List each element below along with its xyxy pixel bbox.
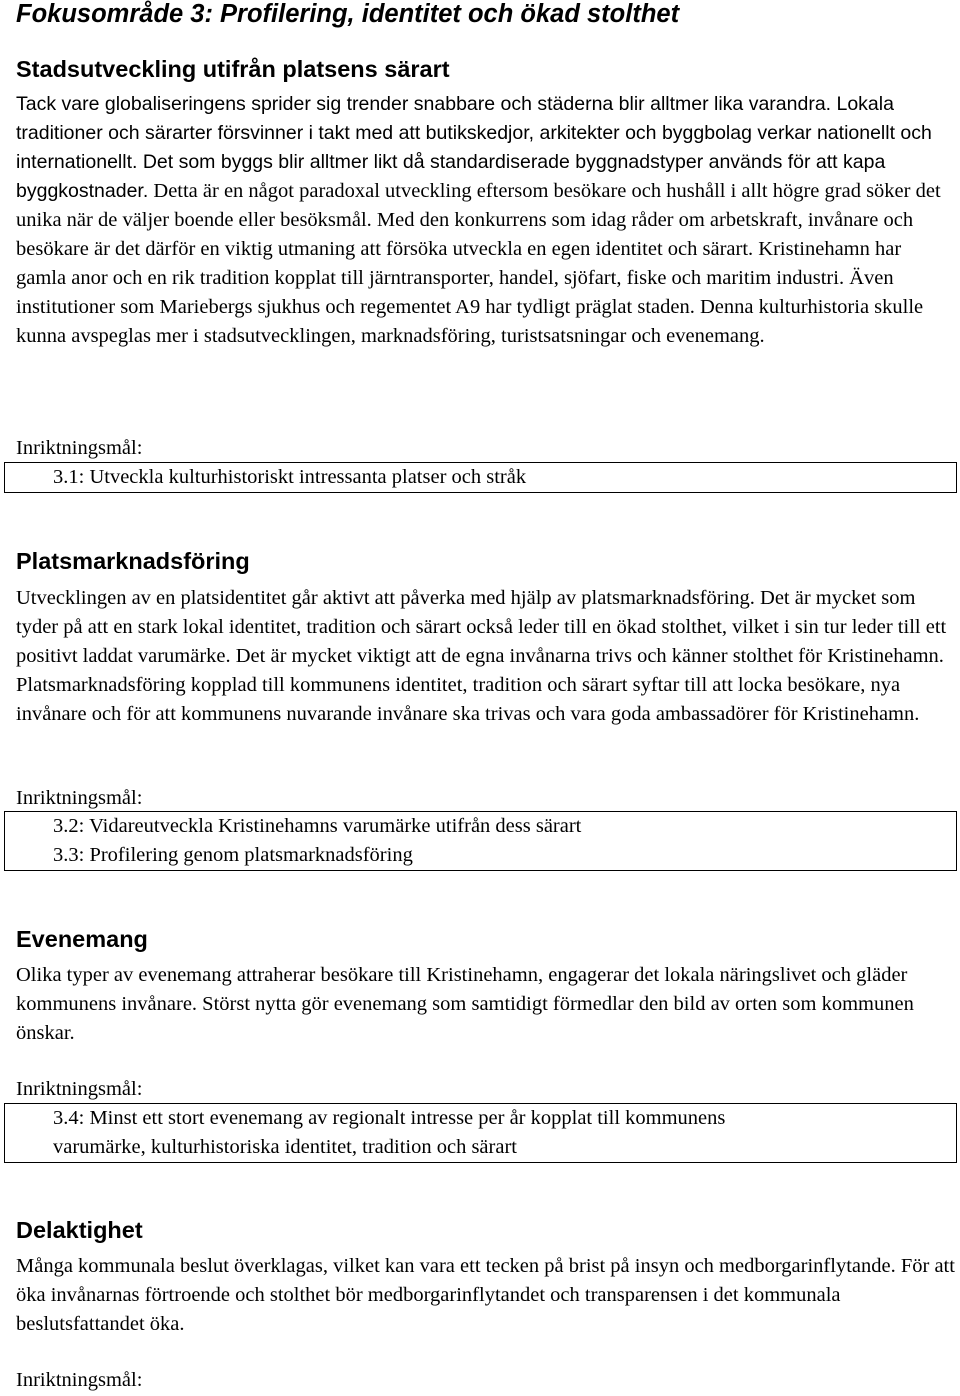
goal-item: varumärke, kulturhistoriska identitet, tradition och särart [53,1136,517,1158]
goal-item: 3.4: Minst ett stort evenemang av regionalt intresse per år kopplat till kommunens [53,1107,726,1129]
section-heading-stadsutveckling: Stadsutveckling utifrån platsens särart [16,56,450,82]
section-heading-delaktighet: Delaktighet [16,1217,143,1243]
goals-label: Inriktningsmål: [16,1078,143,1100]
section-paragraph-evenemang: Olika typer av evenemang attraherar besökare till Kristinehamn, engagerar det lokala näringslivet och gläder kommunens invånare. Störst nytta gör evenemang som samtidigt förmedlar den bild av orten som kommunen önskar. [16,964,914,1044]
section-heading-platsmarknadsforing: Platsmarknadsföring [16,548,250,574]
goals-box [4,811,957,871]
paragraph-lead-text: Tack vare globaliseringens sprider sig trender snabbare och städerna blir alltmer lika varandra. Lokala traditioner och särarter försvinner i takt med att butikskedjor, arkitekter och byggbolag verkar nationellt och internationellt. Det som byggs blir alltmer likt då standardiserade byggnadstyper används för att kapa byggkostnader. [16,93,932,202]
goals-label: Inriktningsmål: [16,787,143,809]
section-paragraph-platsmarknadsforing: Utvecklingen av en platsidentitet går aktivt att påverka med hjälp av platsmarknadsföring. Det är mycket som tyder på att en stark lokal identitet, tradition och särart också leder till en ökad stolthet, vilket i sin tur leder till ett positivt laddat varumärke. Det är mycket viktigt att de egna invånarna trivs och känner stolthet för Kristinehamn. Platsmarknadsföring kopplad till kommunens identitet, tradition och särart syftar till att locka besökare, nya invånare och för att kommunens nuvarande invånare ska trivas och vara goda ambassadörer för Kristinehamn. [16,587,947,725]
page-title: Fokusområde 3: Profilering, identitet och ökad stolthet [16,0,680,28]
section-paragraph-stadsutveckling [16,90,956,351]
section-heading-evenemang: Evenemang [16,926,148,952]
goals-box [4,462,957,493]
section-paragraph-delaktighet: Många kommunala beslut överklagas, vilket kan vara ett tecken på brist på insyn och medborgarinflytande. För att öka invånarnas förtroende och stolthet bör medborgarinflytandet och transparensen i det kommunala beslutsfattandet öka. [16,1255,955,1335]
goals-label: Inriktningsmål: [16,1369,143,1391]
goals-box [4,1103,957,1163]
goal-item: 3.1: Utveckla kulturhistoriskt intressanta platser och stråk [53,466,527,488]
paragraph-rest-text: Detta är en något paradoxal utveckling eftersom besökare och hushåll i allt högre grad söker det unika när de väljer boende eller besöksmål. Med den konkurrens som idag råder om arbetskraft, invånare och besökare är det därför en viktig utmaning att försöka utveckla en egen identitet och särart. Kristinehamn har gamla anor och en rik tradition kopplat till järntransporter, handel, sjöfart, fiske och maritim industri. Även institutioner som Mariebergs sjukhus och regementet A9 har tydligt präglat staden. Denna kulturhistoria skulle kunna avspeglas mer i stadsutvecklingen, marknadsföring, turistsatsningar och evenemang. [16,180,941,347]
goals-label: Inriktningsmål: [16,437,143,459]
goal-item: 3.3: Profilering genom platsmarknadsföring [53,844,413,866]
goal-item: 3.2: Vidareutveckla Kristinehamns varumärke utifrån dess särart [53,815,582,837]
